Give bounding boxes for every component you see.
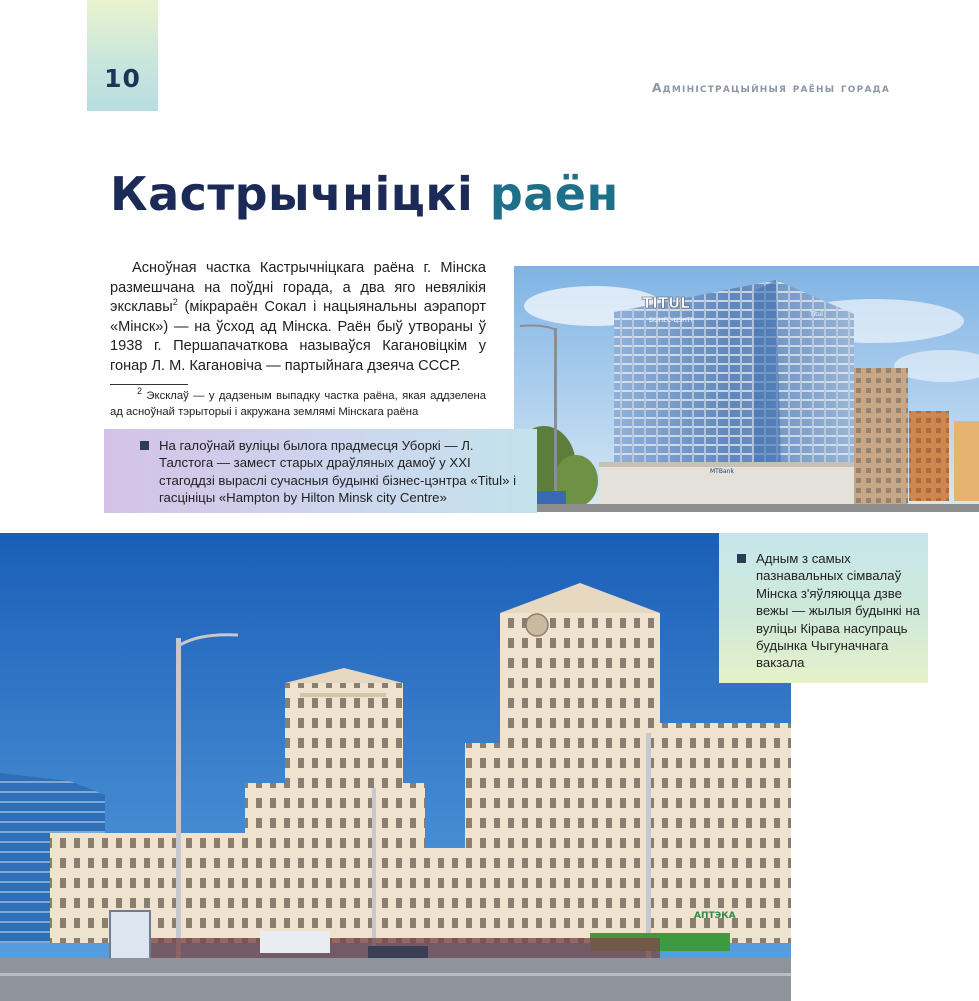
page-number: 10 (104, 64, 141, 93)
body-text-start: Асноўная частка Кастрычніцкага раёна г. Мінска размешчана на поўдні горада, а два яго невялікія эксклавы (110, 260, 486, 315)
square-bullet-icon (140, 441, 149, 450)
caption-titul (104, 429, 537, 513)
page-number-tab (87, 0, 158, 111)
titul-side-sign: Titul (810, 311, 823, 318)
body-paragraph (110, 259, 486, 376)
footnote (110, 388, 486, 420)
caption-gates (719, 533, 928, 683)
square-bullet-icon (737, 554, 746, 563)
footnote-marker: 2 (137, 386, 143, 397)
photo-titul-business-center (514, 266, 979, 512)
footnote-reference: 2 (172, 297, 178, 308)
title-accent: раён (489, 167, 619, 221)
page-title (110, 166, 619, 222)
caption-titul-text: На галоўнай вуліцы былога прадмесця Уборкі — Л. Талстога — замест старых драўляных дамоў у XXI стагоддзі выраслі сучасныя будынкі бізнес-цэнтра «Titul» і гасцініцы «Hampton by Hilton Minsk city Centre» (159, 438, 516, 506)
footnote-text: Эксклаў — у дадзеным выпадку частка раёна, якая аддзелена ад асноўнай тэрыторыі і акружана землямі Мінскага раёна (110, 390, 486, 418)
titul-sign: TITUL (642, 294, 690, 312)
caption-gates-text: Адным з самых пазнавальных сімвалаў Мінска з'яўляюцца дзве вежы — жылыя будынкі на вуліцы Кірава насупраць будынка Чыгуначнага вакзала (756, 551, 920, 671)
title-main: Кастрычніцкі (110, 167, 474, 221)
titul-sign-sub: БІЗНЕС-ЦЭНТР (649, 317, 695, 324)
footnote-divider (110, 384, 188, 385)
body-text-end: (мікрараён Сокал і нацыянальны аэрапорт «Мінск») — на ўсход ад Мінска. Раён быў утвораны ў 1938 г. Першапачаткова называўся Кагановіцкім у гонар Л. М. Кагановіча — партыйнага дзеяча СССР. (110, 299, 486, 374)
titul-store-sign: MTBank (710, 468, 734, 475)
photo-gates-of-minsk (0, 533, 791, 1001)
running-head: Адміністрацыйныя раёны горада (651, 80, 890, 95)
pharmacy-sign: АПТЭКА (694, 911, 736, 921)
